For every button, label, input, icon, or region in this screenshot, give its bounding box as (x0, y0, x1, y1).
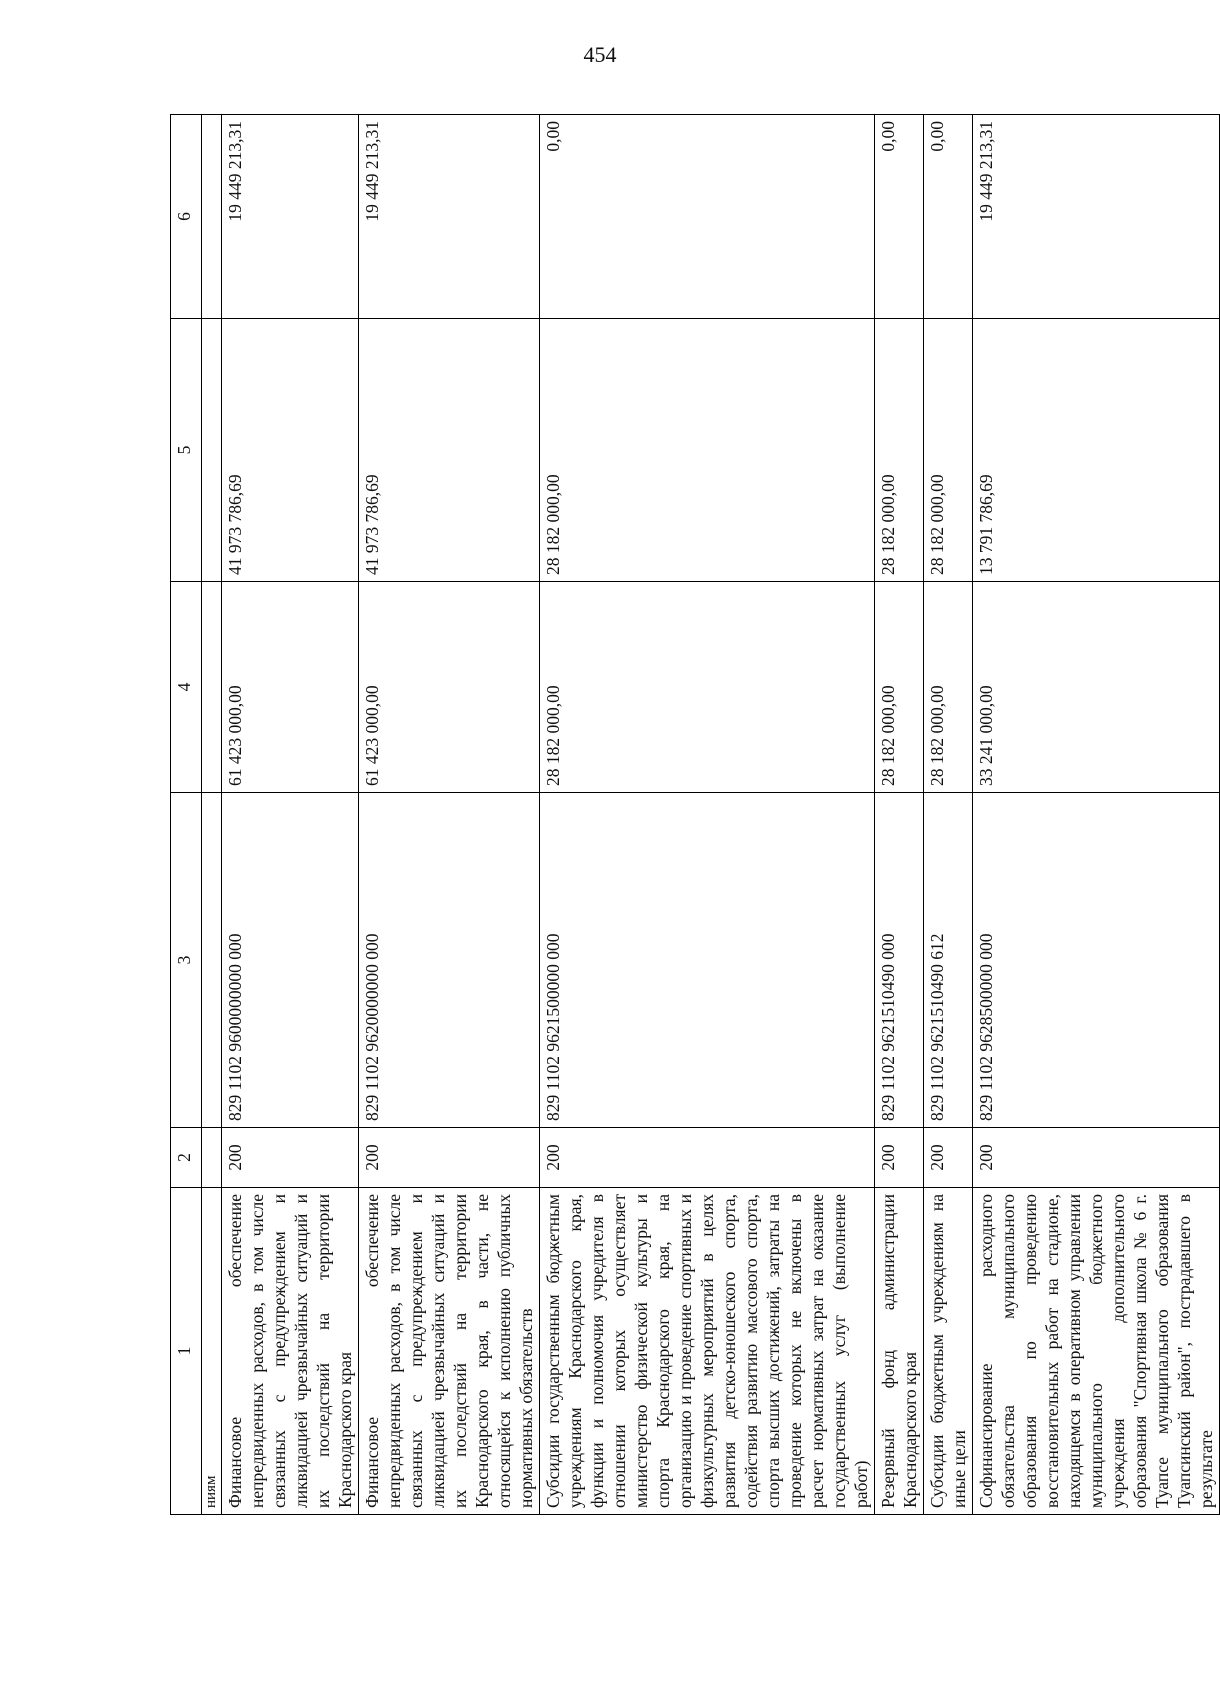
row-col5: 13 791 786,69 (973, 319, 1220, 582)
row-budget-code: 829 1102 9621500000 000 (540, 793, 875, 1128)
header-row (171, 115, 202, 1515)
page-number: 454 (583, 42, 617, 67)
row-description: Финансовое обеспечение непредвиденных расходов, в том числе связанных с предупреждением и ликвидацией чрезвычайных ситуаций и их последствий на территории Краснодарского края (222, 1188, 359, 1515)
continuation-row (202, 115, 222, 1515)
row-budget-code: 829 1102 9628500000 000 (973, 793, 1220, 1128)
row-col4: 33 241 000,00 (973, 582, 1220, 793)
row-col6: 19 449 213,31 (973, 115, 1220, 319)
row-col5: 28 182 000,00 (875, 319, 924, 582)
continuation-cell (202, 582, 222, 793)
column-header-6: 6 (171, 115, 202, 319)
table-row (359, 115, 540, 1515)
row-col2: 200 (540, 1128, 875, 1188)
row-budget-code: 829 1102 9621510490 000 (875, 793, 924, 1128)
row-budget-code: 829 1102 9620000000 000 (359, 793, 540, 1128)
row-description: Субсидии государственным бюджетным учреждениям Краснодарского края, функции и полномочия учредителя в отношении которых осуществляет министерство физической культуры и спорта Краснодарского края, на организацию и проведение спортивных и физкультурных мероприятий в целях развития детско-юношеского спорта, содействия развитию массового спорта, спорта высших достижений, затраты на проведение которых не включены в расчет нормативных затрат на оказание государственных услуг (выполнение работ) (540, 1188, 875, 1515)
row-col4: 28 182 000,00 (924, 582, 973, 793)
continuation-cell (202, 1128, 222, 1188)
row-col2: 200 (222, 1128, 359, 1188)
row-col4: 28 182 000,00 (875, 582, 924, 793)
continuation-cell (202, 793, 222, 1128)
row-col2: 200 (359, 1128, 540, 1188)
column-header-4: 4 (171, 582, 202, 793)
row-description: Субсидии бюджетным учреждениям на иные цели (924, 1188, 973, 1515)
row-col2: 200 (924, 1128, 973, 1188)
row-budget-code: 829 1102 9600000000 000 (222, 793, 359, 1128)
table-row (875, 115, 924, 1515)
table-row (973, 115, 1220, 1515)
row-col6: 0,00 (540, 115, 875, 319)
row-col6: 0,00 (875, 115, 924, 319)
table-row (222, 115, 359, 1515)
row-col4: 61 423 000,00 (222, 582, 359, 793)
row-budget-code: 829 1102 9621510490 612 (924, 793, 973, 1128)
continuation-text: ниям (202, 1188, 222, 1515)
row-col4: 61 423 000,00 (359, 582, 540, 793)
row-col6: 19 449 213,31 (222, 115, 359, 319)
row-col2: 200 (875, 1128, 924, 1188)
row-col6: 19 449 213,31 (359, 115, 540, 319)
row-description: Резервный фонд администрации Краснодарского края (875, 1188, 924, 1515)
rotated-table-container (170, 115, 1216, 1515)
column-header-5: 5 (171, 319, 202, 582)
column-header-3: 3 (171, 793, 202, 1128)
continuation-cell (202, 319, 222, 582)
row-col6: 0,00 (924, 115, 973, 319)
row-col2: 200 (973, 1128, 1220, 1188)
row-col5: 41 973 786,69 (359, 319, 540, 582)
table-row (924, 115, 973, 1515)
column-header-2: 2 (171, 1128, 202, 1188)
continuation-cell (202, 115, 222, 319)
row-col5: 28 182 000,00 (540, 319, 875, 582)
column-header-1: 1 (171, 1188, 202, 1515)
table-row (540, 115, 875, 1515)
row-col5: 28 182 000,00 (924, 319, 973, 582)
row-col4: 28 182 000,00 (540, 582, 875, 793)
row-description: Финансовое обеспечение непредвиденных расходов, в том числе связанных с предупреждением и ликвидацией чрезвычайных ситуаций и их последствий на территории Краснодарского края, в части, не относящейся к исполнению публичных нормативных обязательств (359, 1188, 540, 1515)
row-description: Софинансирование расходного обязательства муниципального образования по проведению восстановительных работ на стадионе, находящемся в оперативном управлении муниципального бюджетного учреждения дополнительного образования "Спортивная школа № 6 г. Туапсе муниципального образования Туапсинский район", пострадавшего в результате (973, 1188, 1220, 1515)
budget-table (170, 114, 1220, 1515)
row-col5: 41 973 786,69 (222, 319, 359, 582)
